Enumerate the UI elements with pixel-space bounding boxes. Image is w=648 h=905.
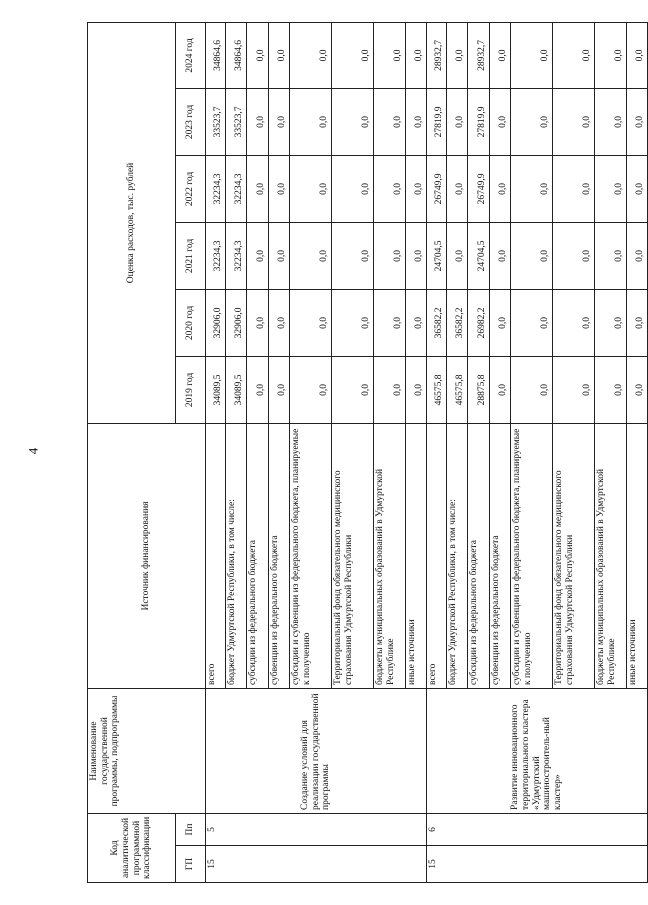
value-cell: 0,0	[374, 88, 406, 155]
source-cell: субсидии и субвенции из федерального бюджета, планируемые к получению	[511, 423, 553, 688]
value-cell: 0,0	[406, 22, 427, 88]
value-cell: 0,0	[247, 222, 269, 289]
header-program-name: Наименование государственной программы, подпрограммы	[88, 688, 206, 813]
value-cell: 0,0	[553, 222, 595, 289]
code-gp-cell: 15	[206, 846, 427, 883]
value-cell: 0,0	[490, 22, 511, 88]
value-cell: 32906,0	[226, 289, 247, 356]
value-cell: 27819,9	[427, 88, 447, 155]
header-code-group: Код аналитической программной классификации	[88, 813, 176, 882]
value-cell: 36582,2	[447, 289, 468, 356]
value-cell: 0,0	[247, 356, 269, 423]
value-cell: 0,0	[627, 155, 648, 222]
value-cell: 28932,7	[427, 22, 447, 88]
header-year: 2023 год	[176, 88, 206, 155]
value-cell: 32234,3	[226, 222, 247, 289]
value-cell: 0,0	[627, 289, 648, 356]
value-cell: 0,0	[627, 222, 648, 289]
value-cell: 0,0	[374, 356, 406, 423]
program-name-cell: Создание условий для реализации государственной программы	[206, 688, 427, 813]
value-cell: 0,0	[553, 22, 595, 88]
value-cell: 32234,3	[226, 155, 247, 222]
value-cell: 0,0	[374, 222, 406, 289]
value-cell: 46575,8	[427, 356, 447, 423]
value-cell: 0,0	[247, 88, 269, 155]
value-cell: 0,0	[290, 88, 332, 155]
value-cell: 0,0	[553, 289, 595, 356]
value-cell: 0,0	[269, 356, 290, 423]
value-cell: 0,0	[374, 22, 406, 88]
value-cell: 32234,3	[206, 222, 226, 289]
header-year: 2020 год	[176, 289, 206, 356]
source-cell: субвенции из федерального бюджета	[269, 423, 290, 688]
value-cell: 28875,8	[468, 356, 490, 423]
value-cell: 0,0	[595, 289, 627, 356]
value-cell: 0,0	[511, 289, 553, 356]
value-cell: 0,0	[332, 88, 374, 155]
value-cell: 36582,2	[427, 289, 447, 356]
value-cell: 0,0	[406, 88, 427, 155]
value-cell: 33523,7	[226, 88, 247, 155]
header-gp: ГП	[176, 846, 206, 883]
value-cell: 0,0	[490, 155, 511, 222]
source-cell: бюджеты муниципальных образований в Удмуртской Республике	[374, 423, 406, 688]
value-cell: 0,0	[269, 155, 290, 222]
value-cell: 0,0	[627, 22, 648, 88]
value-cell: 0,0	[290, 22, 332, 88]
source-cell: субсидии и субвенции из федерального бюджета, планируемые к получению	[290, 423, 332, 688]
value-cell: 32234,3	[206, 155, 226, 222]
value-cell: 28932,7	[468, 22, 490, 88]
value-cell: 0,0	[490, 356, 511, 423]
code-pp-cell: 5	[206, 813, 427, 845]
value-cell: 0,0	[269, 22, 290, 88]
value-cell: 0,0	[627, 88, 648, 155]
value-cell: 0,0	[627, 356, 648, 423]
value-cell: 0,0	[247, 22, 269, 88]
value-cell: 0,0	[290, 289, 332, 356]
value-cell: 0,0	[374, 289, 406, 356]
value-cell: 0,0	[595, 88, 627, 155]
value-cell: 0,0	[269, 222, 290, 289]
value-cell: 34089,5	[226, 356, 247, 423]
source-cell: всего	[206, 423, 226, 688]
value-cell: 24704,5	[427, 222, 447, 289]
value-cell: 0,0	[595, 155, 627, 222]
header-source: Источник финансирования	[88, 423, 206, 688]
source-cell: иные источники	[627, 423, 648, 688]
value-cell: 26982,2	[468, 289, 490, 356]
value-cell: 0,0	[406, 356, 427, 423]
value-cell: 46575,8	[447, 356, 468, 423]
source-cell: иные источники	[406, 423, 427, 688]
value-cell: 0,0	[490, 289, 511, 356]
header-year: 2021 год	[176, 222, 206, 289]
header-estimate: Оценка расходов, тыс. рублей	[88, 22, 176, 423]
value-cell: 0,0	[332, 356, 374, 423]
source-cell: субвенции из федерального бюджета	[490, 423, 511, 688]
value-cell: 24704,5	[468, 222, 490, 289]
value-cell: 0,0	[511, 155, 553, 222]
value-cell: 0,0	[595, 222, 627, 289]
rotated-page	[87, 23, 646, 883]
value-cell: 34864,6	[226, 22, 247, 88]
value-cell: 0,0	[290, 155, 332, 222]
value-cell: 0,0	[553, 356, 595, 423]
header-year: 2019 год	[176, 356, 206, 423]
header-year: 2022 год	[176, 155, 206, 222]
value-cell: 32906,0	[206, 289, 226, 356]
source-cell: субсидии из федерального бюджета	[468, 423, 490, 688]
value-cell: 0,0	[511, 88, 553, 155]
code-pp-cell: 6	[427, 813, 648, 845]
value-cell: 0,0	[374, 155, 406, 222]
value-cell: 0,0	[290, 356, 332, 423]
source-cell: бюджеты муниципальных образований в Удмуртской Республике	[595, 423, 627, 688]
value-cell: 0,0	[406, 155, 427, 222]
value-cell: 26749,9	[427, 155, 447, 222]
value-cell: 0,0	[332, 289, 374, 356]
value-cell: 0,0	[247, 289, 269, 356]
value-cell: 0,0	[332, 222, 374, 289]
code-gp-cell: 15	[427, 846, 648, 883]
value-cell: 27819,9	[468, 88, 490, 155]
value-cell: 0,0	[447, 222, 468, 289]
value-cell: 0,0	[511, 222, 553, 289]
value-cell: 0,0	[406, 222, 427, 289]
value-cell: 0,0	[553, 88, 595, 155]
header-year: 2024 год	[176, 22, 206, 88]
value-cell: 0,0	[490, 222, 511, 289]
source-cell: субсидии из федерального бюджета	[247, 423, 269, 688]
value-cell: 0,0	[447, 22, 468, 88]
value-cell: 0,0	[269, 289, 290, 356]
table-row	[206, 22, 226, 882]
value-cell: 0,0	[490, 88, 511, 155]
program-name-cell: Развитие инновационного территориального кластера «Удмуртский машиностроитель-ный кластер»	[427, 688, 648, 813]
value-cell: 0,0	[595, 356, 627, 423]
value-cell: 0,0	[447, 88, 468, 155]
header-pp: Пп	[176, 813, 206, 845]
value-cell: 34864,6	[206, 22, 226, 88]
value-cell: 0,0	[553, 155, 595, 222]
value-cell: 0,0	[332, 22, 374, 88]
table-body	[206, 22, 648, 882]
value-cell: 0,0	[595, 22, 627, 88]
value-cell: 0,0	[511, 22, 553, 88]
source-cell: Территориальный фонд обязательного медицинского страхования Удмуртской Республики	[332, 423, 374, 688]
page-number: 4	[25, 447, 41, 455]
value-cell: 0,0	[447, 155, 468, 222]
value-cell: 26749,9	[468, 155, 490, 222]
finance-table	[87, 22, 648, 883]
value-cell: 0,0	[406, 289, 427, 356]
source-cell: бюджет Удмуртской Республики, в том числе:	[447, 423, 468, 688]
value-cell: 0,0	[290, 222, 332, 289]
source-cell: Территориальный фонд обязательного медицинского страхования Удмуртской Республики	[553, 423, 595, 688]
value-cell: 0,0	[511, 356, 553, 423]
value-cell: 0,0	[332, 155, 374, 222]
source-cell: всего	[427, 423, 447, 688]
source-cell: бюджет Удмуртской Республики, в том числе:	[226, 423, 247, 688]
table-row	[427, 22, 447, 882]
value-cell: 0,0	[247, 155, 269, 222]
value-cell: 34089,5	[206, 356, 226, 423]
value-cell: 0,0	[269, 88, 290, 155]
value-cell: 33523,7	[206, 88, 226, 155]
